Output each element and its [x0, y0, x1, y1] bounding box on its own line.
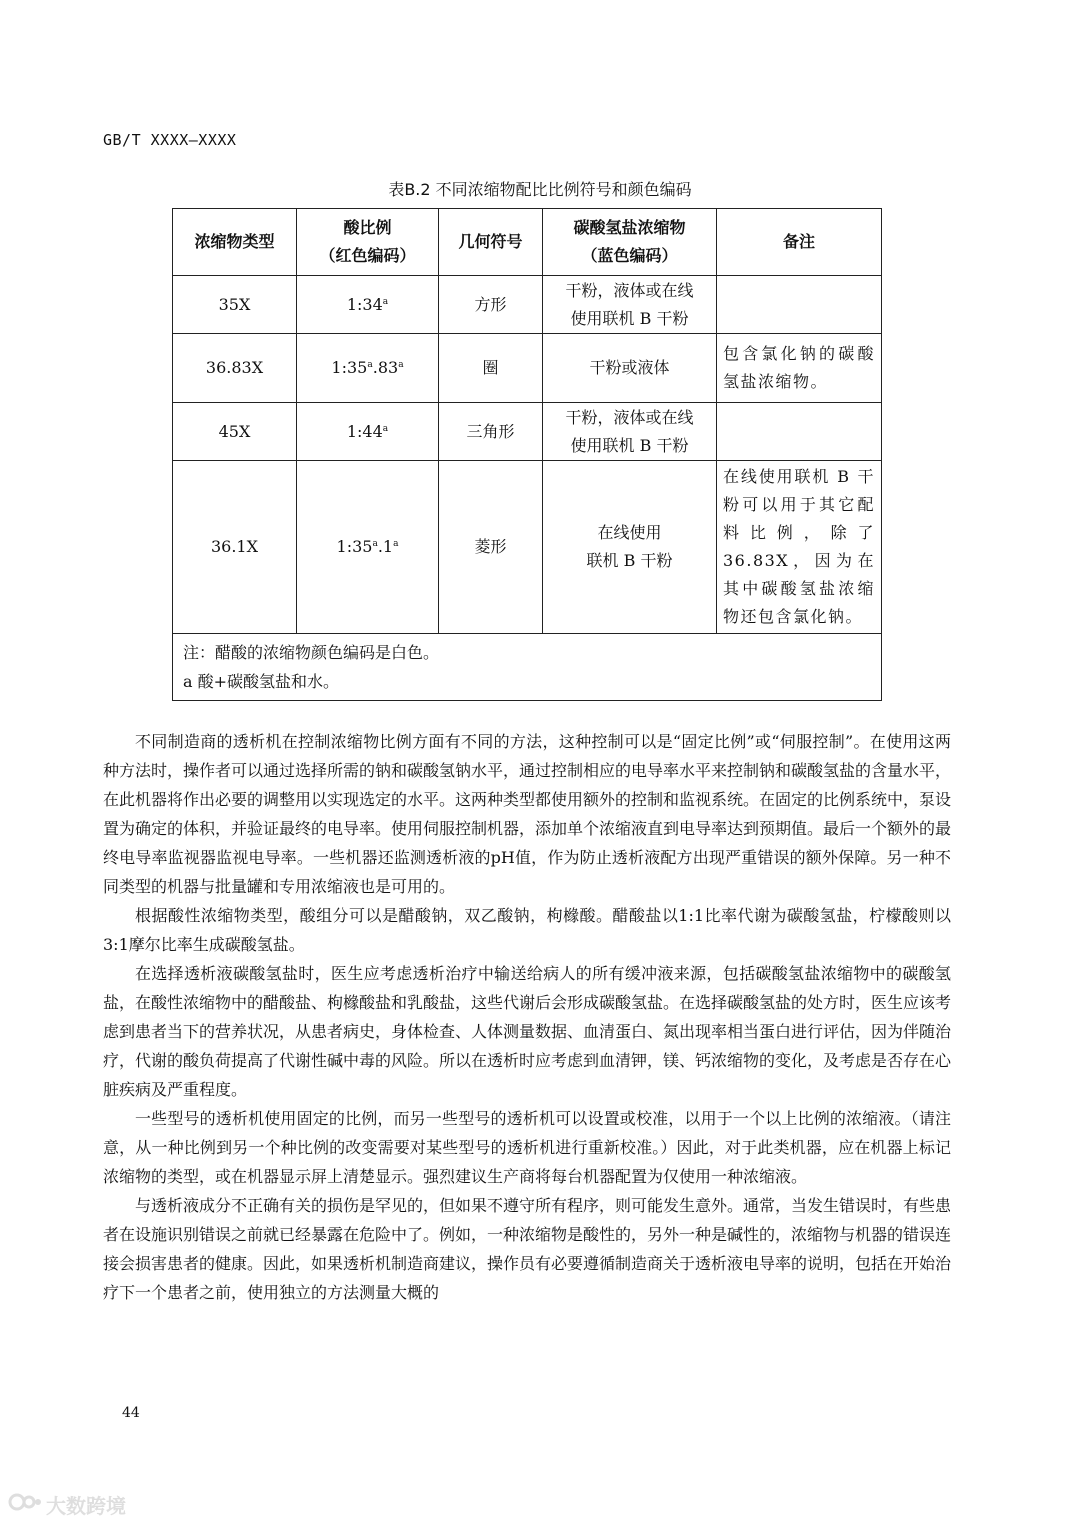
table-note-row	[173, 634, 882, 701]
cell-symbol: 圈	[439, 334, 543, 403]
table-caption: 表B.2 不同浓缩物配比比例符号和颜色编码	[388, 180, 692, 199]
cell-acid-ratio: 1:35$^a$.1$^a$	[297, 461, 439, 634]
paragraph: 在选择透析液碳酸氢盐时，医生应考虑透析治疗中输送给病人的所有缓冲液来源，包括碳酸氢盐浓缩物中的碳酸氢盐，在酸性浓缩物中的醋酸盐、枸橼酸盐和乳酸盐，这些代谢后会形成碳酸氢盐。在选择碳酸氢盐的处方时，医生应该考虑到患者当下的营养状况，从患者病史，身体检查、人体测量数据、血清蛋白、氮出现率相当蛋白进行评估，因为伴随治疗，代谢的酸负荷提高了代谢性碱中毒的风险。所以在透析时应考虑到血清钾，镁、钙浓缩物的变化，及考虑是否存在心脏疾病及严重程度。	[103, 964, 952, 1099]
logo-icon	[8, 1490, 42, 1519]
table-row	[173, 334, 882, 403]
paragraph: 根据酸性浓缩物类型，酸组分可以是醋酸钠，双乙酸钠，枸橼酸。醋酸盐以1:1比率代谢为碳酸氢盐，柠檬酸则以3:1摩尔比率生成碳酸氢盐。	[103, 906, 951, 954]
table-row	[173, 276, 882, 334]
cell-acid-ratio: 1:35$^a$.83$^a$	[297, 334, 439, 403]
cell-symbol: 方形	[439, 276, 543, 334]
cell-remark	[717, 276, 882, 334]
header-acid-line1: 酸比例	[343, 218, 392, 237]
cell-acid-ratio: 1:44$^a$	[297, 403, 439, 461]
cell-type: 45X	[173, 403, 297, 461]
cell-type: 36.1X	[173, 461, 297, 634]
header-symbol: 几何符号	[439, 209, 543, 276]
watermark	[8, 1490, 126, 1519]
header-bicarbonate	[543, 209, 717, 276]
cell-bicarbonate: 在线使用 联机 B 干粉	[543, 461, 717, 634]
paragraph: 不同制造商的透析机在控制浓缩物比例方面有不同的方法，这种控制可以是“固定比例”或“伺服控制”。在使用这两种方法时，操作者可以通过选择所需的钠和碳酸氢钠水平，通过控制相应的电导率水平来控制钠和碳酸氢盐的含量水平，在此机器将作出必要的调整用以实现选定的水平。这两种类型都使用额外的控制和监视系统。在固定的比例系统中，泵设置为确定的体积，并验证最终的电导率。使用伺服控制机器，添加单个浓缩液直到电导率达到预期值。最后一个额外的最终电导率监视器监视电导率。一些机器还监测透析液的pH值，作为防止透析液配方出现严重错误的额外保障。另一种不同类型的机器与批量罐和专用浓缩液也是可用的。	[103, 732, 952, 896]
cell-symbol: 菱形	[439, 461, 543, 634]
document-code: GB/T XXXX—XXXX	[103, 131, 237, 149]
note-line-1: 注：醋酸的浓缩物颜色编码是白色。	[183, 643, 440, 662]
table-header-row	[173, 209, 882, 276]
cell-type: 35X	[173, 276, 297, 334]
cell-bicarbonate: 干粉，液体或在线 使用联机 B 干粉	[543, 403, 717, 461]
watermark-text: 大数跨境	[46, 1494, 126, 1518]
header-remark: 备注	[717, 209, 882, 276]
header-acid-line2: （红色编码）	[319, 246, 416, 265]
cell-type: 36.83X	[173, 334, 297, 403]
header-type: 浓缩物类型	[173, 209, 297, 276]
concentrate-ratio-table	[172, 208, 882, 701]
cell-symbol: 三角形	[439, 403, 543, 461]
cell-acid-ratio: 1:34$^a$	[297, 276, 439, 334]
table-row	[173, 461, 882, 634]
paragraph: 一些型号的透析机使用固定的比例，而另一些型号的透析机可以设置或校准，以用于一个以上比例的浓缩液。（请注意，从一种比例到另一个种比例的改变需要对某些型号的透析机进行重新校准。）因此，对于此类机器，应在机器上标记浓缩物的类型，或在机器显示屏上清楚显示。强烈建议生产商将每台机器配置为仅使用一种浓缩液。	[103, 1109, 951, 1186]
table-row	[173, 403, 882, 461]
header-acid-ratio	[297, 209, 439, 276]
cell-remark: 包含氯化钠的碳酸氢盐浓缩物。	[717, 334, 882, 403]
note-line-2: a 酸+碳酸氢盐和水。	[183, 672, 340, 691]
cell-remark	[717, 403, 882, 461]
cell-remark: 在线使用联机 B 干粉可以用于其它配料比例，除了 36.83X，因为在其中碳酸氢盐浓缩物还包含氯化钠。	[717, 461, 882, 634]
header-bicarb-line2: （蓝色编码）	[581, 246, 678, 265]
header-bicarb-line1: 碳酸氢盐浓缩物	[573, 218, 686, 237]
paragraph: 与透析液成分不正确有关的损伤是罕见的，但如果不遵守所有程序，则可能发生意外。通常，当发生错误时，有些患者在设施识别错误之前就已经暴露在危险中了。例如，一种浓缩物是酸性的，另外一种是碱性的，浓缩物与机器的错误连接会损害患者的健康。因此，如果透析机制造商建议，操作员有必要遵循制造商关于透析液电导率的说明，包括在开始治疗下一个患者之前，使用独立的方法测量大概的	[103, 1196, 952, 1302]
body-text	[103, 727, 951, 1307]
cell-bicarbonate: 干粉，液体或在线 使用联机 B 干粉	[543, 276, 717, 334]
cell-bicarbonate: 干粉或液体	[543, 334, 717, 403]
page-number: 44	[122, 1405, 140, 1421]
table-note	[173, 634, 882, 701]
